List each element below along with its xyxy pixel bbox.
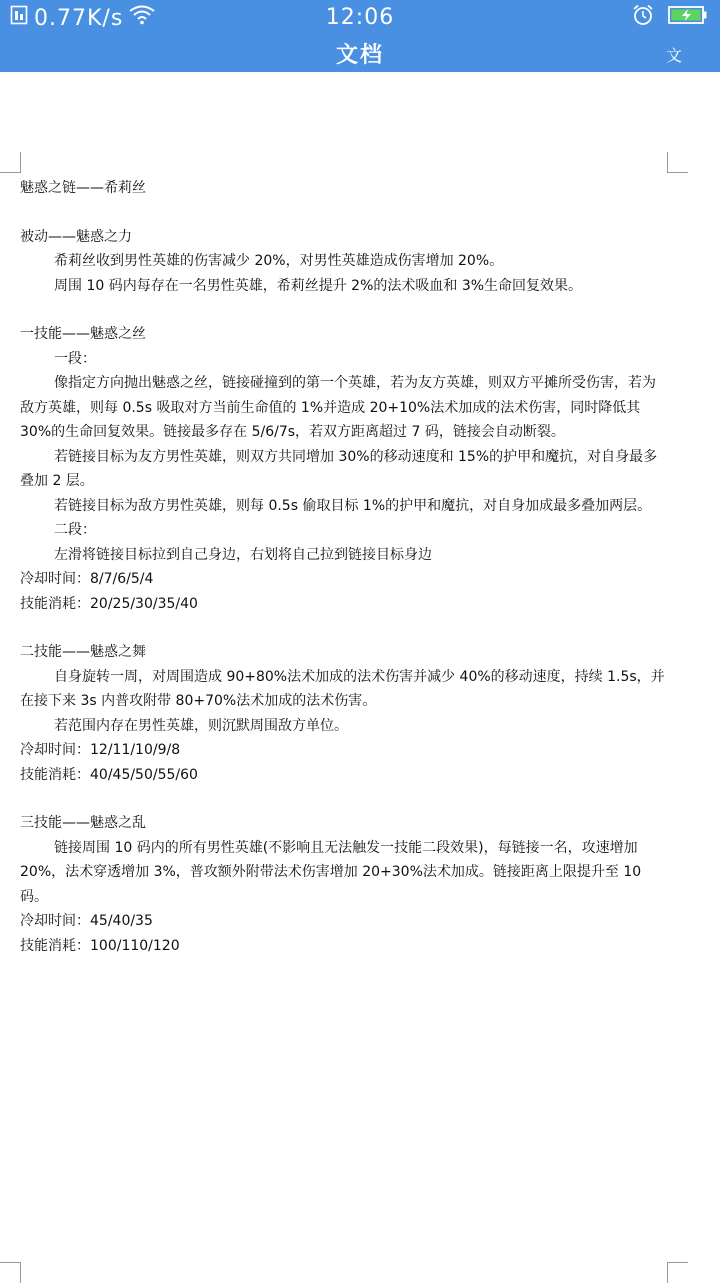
clock: 12:06 bbox=[325, 5, 395, 30]
doc-title: 魅惑之链——希莉丝 bbox=[20, 180, 146, 196]
status-bar bbox=[0, 0, 720, 34]
passive-heading: 被动——魅惑之力 bbox=[20, 228, 132, 245]
document-page bbox=[0, 72, 720, 1280]
skill2-cooldown: 冷却时间：12/11/10/9/8 bbox=[20, 742, 181, 758]
skill1-paragraph-1: 像指定方向抛出魅惑之丝，链接碰撞到的第一个英雄，若为友方英雄，则双方平摊所受伤害，若为敌方英雄，则每 0.5s 吸取对方当前生命值的 1%并造成 20+10%法术加成的法术伤害，同时降低其 30%的生命回复效果。链接最多存在 5/6/7s，若双方距离超过 7 码，链接会自动断裂。 bbox=[20, 375, 656, 440]
status-right bbox=[632, 4, 708, 30]
title-bar bbox=[0, 34, 720, 72]
alarm-icon bbox=[632, 4, 654, 30]
passive-line-2: 周围 10 码内每存在一名男性英雄，希莉丝提升 2%的法术吸血和 3%生命回复效果。 bbox=[54, 277, 583, 294]
skill2-heading: 二技能——魅惑之舞 bbox=[20, 644, 146, 660]
skill1-heading: 一技能——魅惑之丝 bbox=[20, 326, 146, 342]
passive-line-1: 希莉丝收到男性英雄的伤害减少 20%，对男性英雄造成伤害增加 20%。 bbox=[54, 253, 504, 269]
skill1-paragraph-4: 左滑将链接目标拉到自己身边，右划将自己拉到链接目标身边 bbox=[54, 546, 432, 563]
battery-icon bbox=[668, 5, 708, 29]
page-corner-top-left bbox=[0, 152, 21, 173]
skill1-paragraph-3: 若链接目标为敌方男性英雄，则每 0.5s 偷取目标 1%的护甲和魔抗，对自身加成最多叠加两层。 bbox=[54, 497, 652, 514]
skill3-paragraph-1: 链接周围 10 码内的所有男性英雄(不影响且无法触发一技能二段效果)，每链接一名，攻速增加 20%，法术穿透增加 3%，普攻额外附带法术伤害增加 20+30%法术加成。链接距离上限提升至 10 码。 bbox=[20, 839, 642, 905]
skill1-stage2-label: 二段： bbox=[54, 522, 96, 538]
document-body bbox=[20, 176, 668, 958]
skill3-cooldown: 冷却时间：45/40/35 bbox=[20, 913, 153, 929]
skill3-heading: 三技能——魅惑之乱 bbox=[20, 815, 146, 831]
network-speed: 0.77K/s bbox=[34, 5, 124, 31]
skill1-cooldown: 冷却时间：8/7/6/5/4 bbox=[20, 571, 154, 587]
page-title: 文档 bbox=[335, 43, 384, 68]
skill1-cost: 技能消耗：20/25/30/35/40 bbox=[20, 595, 198, 612]
skill3-cost: 技能消耗：100/110/120 bbox=[20, 937, 180, 954]
skill2-paragraph-1: 自身旋转一周，对周围造成 90+80%法术加成的法术伤害并减少 40%的移动速度，持续 1.5s，并在接下来 3s 内普攻附带 80+70%法术加成的法术伤害。 bbox=[20, 668, 665, 709]
skill2-paragraph-2: 若范围内存在男性英雄，则沉默周围敌方单位。 bbox=[54, 717, 348, 734]
skill2-cost: 技能消耗：40/45/50/55/60 bbox=[20, 766, 198, 783]
font-button[interactable]: 文 bbox=[665, 46, 682, 65]
skill1-stage1-label: 一段： bbox=[54, 350, 96, 367]
skill1-paragraph-2: 若链接目标为友方男性英雄，则双方共同增加 30%的移动速度和 15%的护甲和魔抗，对自身最多叠加 2 层。 bbox=[20, 448, 658, 489]
page-corner-top-right bbox=[667, 152, 688, 173]
